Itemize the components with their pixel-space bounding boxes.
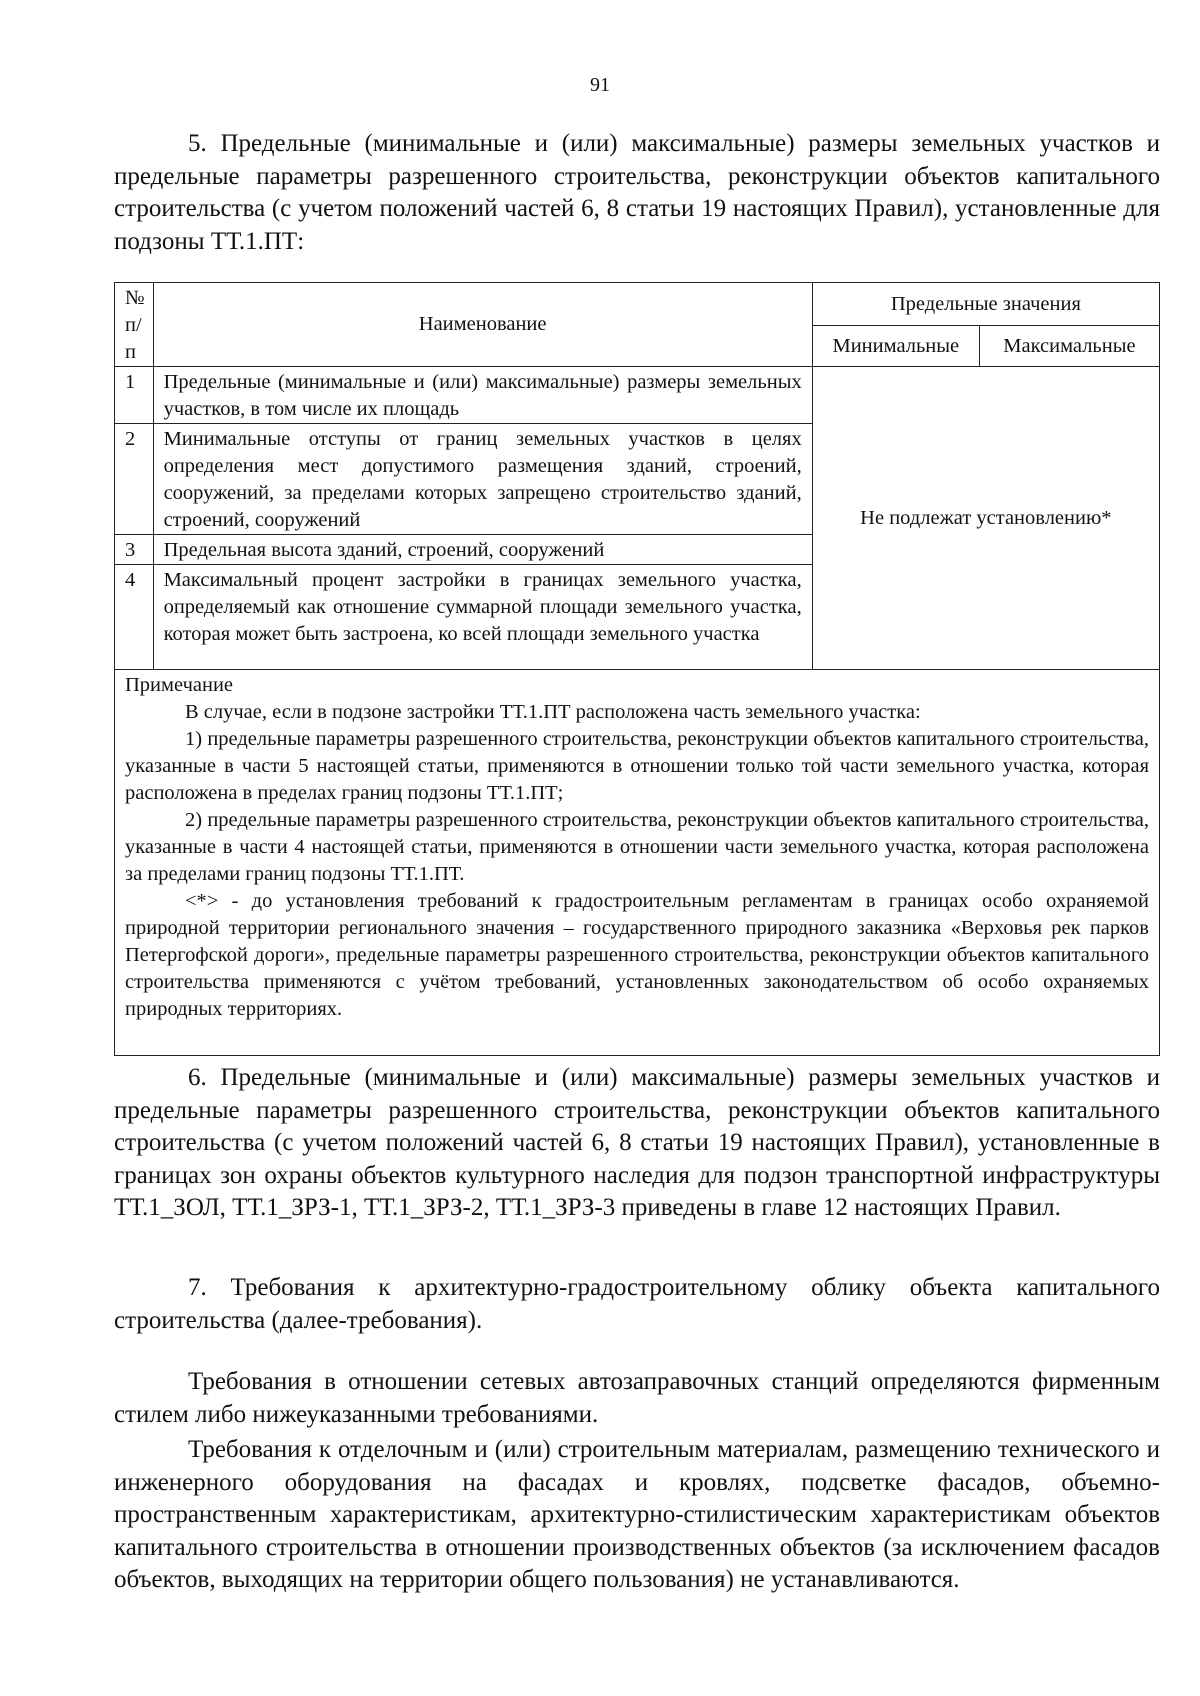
limits-table <box>114 282 1160 1056</box>
note-paragraph: В случае, если в подзоне застройки ТТ.1.ПТ расположена часть земельного участка: <box>185 701 921 723</box>
row-number: 1 <box>115 367 154 424</box>
row-number: 3 <box>115 535 154 565</box>
note-row <box>115 670 1160 1056</box>
row-name: Максимальный процент застройки в границах земельного участка, определяемый как отношение суммарной площади земельного участка, которая может быть застроена, ко всей площади земельного участка <box>153 565 812 670</box>
merged-value: Не подлежат установлению* <box>812 367 1159 670</box>
header-min: Минимальные <box>812 326 979 367</box>
note-paragraph: 1) предельные параметры разрешенного строительства, реконструкции объектов капитального строительства, указанные в части 5 настоящей статьи, применяются в отношении только той части земельного участка, которая расположена в пределах границ подзоны ТТ.1.ПТ; <box>125 728 1149 804</box>
header-number: № п/п <box>115 283 154 367</box>
table-row <box>115 367 1160 424</box>
note-cell <box>115 670 1160 1056</box>
section-7-paragraph: 7. Требования к архитектурно-градостроительному облику объекта капитального строительства (далее-требования). <box>114 1274 1160 1334</box>
note-paragraph: <*> - до установления требований к градостроительным регламентам в границах особо охраняемой природной территории регионального значения – государственного природного заказника «Верховья рек парков Петергофской дороги», предельные параметры разрешенного строительства, реконструкции объектов капитального строительства применяются с учётом требований, установленных законодательством об особо охраняемых природных территориях. <box>125 890 1149 1020</box>
row-name: Предельная высота зданий, строений, сооружений <box>153 535 812 565</box>
note-paragraph: 2) предельные параметры разрешенного строительства, реконструкции объектов капитального строительства, указанные в части 4 настоящей статьи, применяются в отношении части земельного участка, которая расположена за пределами границ подзоны ТТ.1.ПТ. <box>125 809 1149 885</box>
section-5-paragraph: 5. Предельные (минимальные и (или) максимальные) размеры земельных участков и предельные параметры разрешенного строительства, реконструкции объектов капитального строительства (с учетом положений частей 6, 8 статьи 19 настоящих Правил), установленные для подзоны ТТ.1.ПТ: <box>114 130 1160 255</box>
header-name: Наименование <box>153 283 812 367</box>
row-name: Предельные (минимальные и (или) максимальные) размеры земельных участков, в том числе их площадь <box>153 367 812 424</box>
row-name: Минимальные отступы от границ земельных участков в целях определения мест допустимого размещения зданий, строений, сооружений, за пределами которых запрещено строительство зданий, строений, сооружений <box>153 424 812 535</box>
row-number: 4 <box>115 565 154 670</box>
page-number: 91 <box>590 74 610 96</box>
row-number: 2 <box>115 424 154 535</box>
gas-stations-paragraph: Требования в отношении сетевых автозаправочных станций определяются фирменным стилем либо нижеуказанными требованиями. <box>114 1368 1160 1428</box>
note-title: Примечание <box>125 674 234 696</box>
section-6-paragraph: 6. Предельные (минимальные и (или) максимальные) размеры земельных участков и предельные параметры разрешенного строительства, реконструкции объектов капитального строительства (с учетом положений частей 6, 8 статьи 19 настоящих Правил), установленные в границах зон охраны объектов культурного наследия для подзон транспортной инфраструктуры ТТ.1_ЗОЛ, ТТ.1_ЗРЗ-1, ТТ.1_ЗРЗ-2, ТТ.1_ЗРЗ-3 приведены в главе 12 настоящих Правил. <box>114 1064 1160 1221</box>
materials-paragraph: Требования к отделочным и (или) строительным материалам, размещению технического и инженерного оборудования на фасадах и кровлях, подсветке фасадов, объемно-пространственным характеристикам, архитектурно-стилистическим характеристикам объектов капитального строительства в отношении производственных объектов (за исключением фасадов объектов, выходящих на территории общего пользования) не устанавливаются. <box>114 1436 1160 1593</box>
header-limits: Предельные значения <box>812 283 1159 326</box>
header-max: Максимальные <box>979 326 1159 367</box>
